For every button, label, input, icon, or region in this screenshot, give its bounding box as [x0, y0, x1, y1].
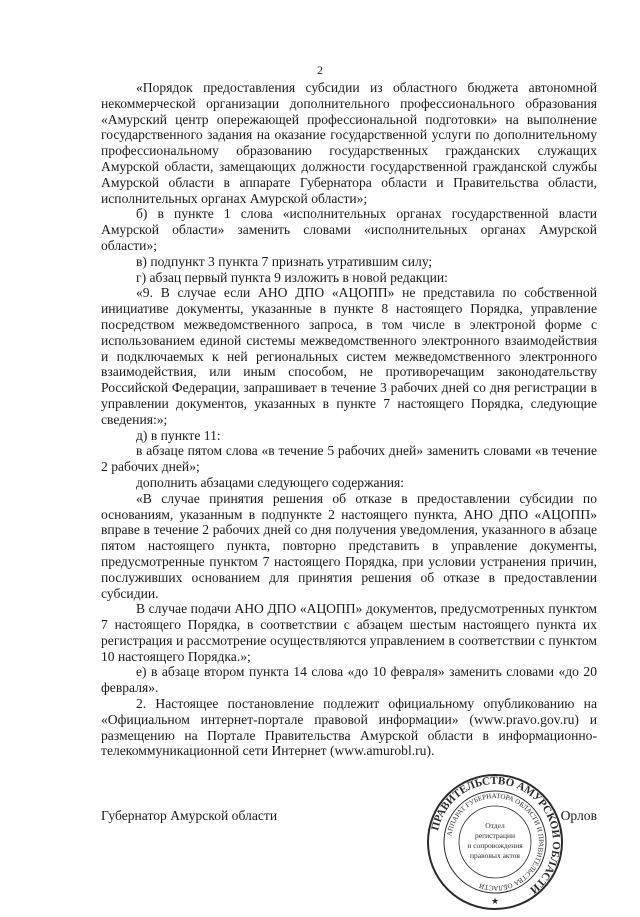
seal-center-line-3: и сопровождения — [467, 841, 523, 850]
paragraph-item-g: г) абзац первый пункта 9 изложить в новой редакции: — [136, 269, 448, 285]
paragraph-item-e: е) в абзаце втором пункта 14 слова «до 10 февраля» заменить словами «до 20 февраля». — [101, 664, 597, 696]
official-seal — [425, 772, 565, 912]
seal-inner-text: АППАРАТ ГУБЕРНАТОРА ОБЛАСТИ И ПРАВИТЕЛЬСТВА ОБЛАСТИ — [445, 791, 546, 893]
document-body — [101, 80, 597, 759]
seal-graphic — [425, 772, 565, 912]
paragraph-publication: 2. Настоящее постановление подлежит официальному опубликованию на «Официальном интернет-портале правовой информации» (www.pravo.gov.ru) и размещению на Портале Правительства Амурской области в информационно-телекоммуникационной сети Интернет (www.amurobl.ru). — [101, 696, 597, 759]
paragraph-item-d: д) в пункте 11: — [136, 427, 221, 443]
paragraph-resubmission-case: В случае подачи АНО ДПО «АЦОПП» документов, предусмотренных пунктом 7 настоящего Порядка, в соответствии с абзацем шестым настоящего пункта их регистрация и рассмотрение осуществляются управлением в соответствии с пунктом 10 настоящего Порядка.»; — [101, 601, 597, 664]
paragraph-order-title: «Порядок предоставления субсидии из областного бюджета автономной некоммерческой организации дополнительного профессионального образования «Амурский центр опережающей профессиональной подготовки» на выполнение государственного задания на оказание государственной услуги по дополнительному профессиональному образованию государственных гражданских служащих Амурской области, замещающих должности государственной гражданской службы Амурской области в аппарате Губернатора области и Правительства области, исполнительных органах Амурской области»; — [101, 80, 597, 206]
page-number: 2 — [317, 63, 323, 77]
paragraph-refusal-case: «В случае принятия решения об отказе в предоставлении субсидии по основаниям, указанным в подпункте 2 настоящего пункта, АНО ДПО «АЦОПП» вправе в течение 2 рабочих дней со дня получения уведомления, указанного в абзаце пятом настоящего пункта, повторно представить в управление документы, предусмотренные пунктом 7 настоящего Порядка, при условии устранения причин, послуживших основанием для принятия решения об отказе в предоставлении субсидии. — [101, 490, 597, 601]
signatory-name: Орлов — [560, 808, 597, 823]
paragraph-item-d-abzac5: в абзаце пятом слова «в течение 5 рабочих дней» заменить словами «в течение 2 рабочих дней»; — [101, 443, 597, 475]
paragraph-item-d-supplement: дополнить абзацами следующего содержания: — [136, 474, 405, 490]
seal-center-line-4: правовых актов — [470, 851, 520, 860]
seal-center-line-2: регистрации — [475, 831, 515, 840]
seal-center-line-1: Отдел — [485, 821, 505, 830]
paragraph-item-9-text: «9. В случае если АНО ДПО «АЦОПП» не представила по собственной инициативе документы, указанные в пункте 8 настоящего Порядка, управление посредством межведомственного запроса, в том числе в электроной форме с использованием единой системы межведомственного электронного взаимодействия и подключаемых к ней региональных систем межведомственного электронного взаимодействия, или иным способом, не противоречащим законодательству Российской Федерации, запрашивает в течение 3 рабочих дней со дня регистрации в управлении документов, указанных в пункте 7 настоящего Порядка, следующие сведения:»; — [101, 285, 597, 427]
seal-star-icon: ★ — [490, 896, 500, 906]
paragraph-item-v: в) подпункт 3 пункта 7 признать утратившим силу; — [136, 253, 433, 269]
signatory-title: Губернатор Амурской области — [101, 808, 278, 823]
seal-outer-text: ПРАВИТЕЛЬСТВО АМУРСКОЙ ОБЛАСТИ — [429, 774, 563, 896]
paragraph-item-b: б) в пункте 1 слова «исполнительных органах государственной власти Амурской области» заменить словами «исполнительных органах Амурской области»; — [101, 206, 597, 253]
